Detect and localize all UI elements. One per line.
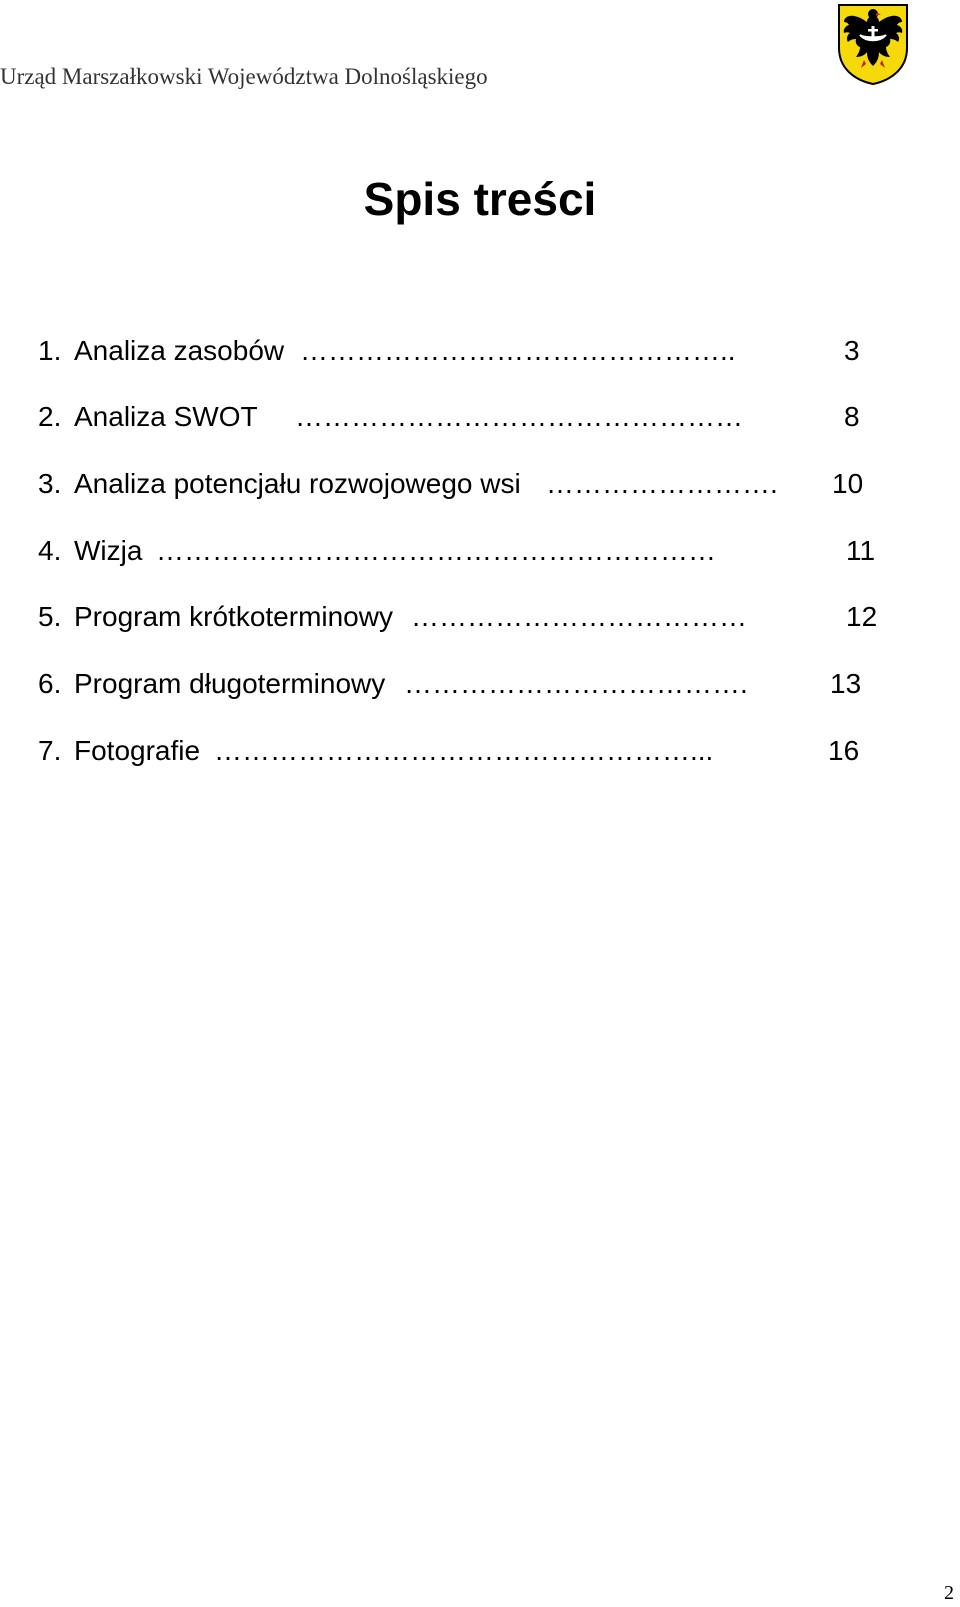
toc-entry-leader: ………………………………………… bbox=[295, 401, 743, 432]
toc-entry-title: Program krótkoterminowy bbox=[74, 601, 393, 632]
toc-entry-number: 7. bbox=[38, 735, 62, 766]
lower-silesia-eagle-crest-icon bbox=[836, 2, 910, 86]
page-title: Spis treści bbox=[363, 173, 597, 225]
toc-entry-leader: ………………………………. bbox=[404, 668, 748, 699]
toc-entry-leader: ……………………………………….. bbox=[300, 335, 736, 366]
institution-name: Urząd Marszałkowski Województwa Dolnośląskiego bbox=[0, 64, 488, 89]
toc-entry bbox=[38, 533, 898, 569]
toc-entry-number: 5. bbox=[38, 601, 62, 632]
toc-entry-page: 3 bbox=[844, 335, 860, 366]
toc-entry bbox=[38, 466, 898, 502]
toc-entry bbox=[38, 333, 898, 369]
toc-entry bbox=[38, 733, 898, 769]
toc-entry-number: 4. bbox=[38, 535, 62, 566]
toc-entry bbox=[38, 399, 898, 435]
toc-entry-leader: …………………………………………………… bbox=[156, 535, 716, 566]
toc-entry-title: Wizja bbox=[74, 535, 143, 566]
toc-entry bbox=[38, 599, 898, 635]
toc-entry-leader: ……………………. bbox=[546, 468, 778, 499]
toc-entry-leader: ……………………………… bbox=[411, 601, 747, 632]
toc-entry-number: 6. bbox=[38, 668, 62, 699]
toc-entry-page: 16 bbox=[828, 735, 860, 766]
toc-entry-title: Program długoterminowy bbox=[74, 668, 386, 699]
toc-entry-number: 2. bbox=[38, 401, 62, 432]
toc-entry-leader: ……………………………………………... bbox=[214, 735, 714, 766]
toc-entry-page: 12 bbox=[846, 601, 878, 632]
toc-entry-page: 13 bbox=[830, 668, 862, 699]
toc-entry-number: 1. bbox=[38, 335, 62, 366]
toc-entry-number: 3. bbox=[38, 468, 62, 499]
toc-entry-page: 11 bbox=[846, 535, 876, 566]
toc-entry-title: Analiza zasobów bbox=[74, 335, 285, 366]
page-number: 2 bbox=[944, 1582, 954, 1604]
toc-entry-page: 8 bbox=[844, 401, 860, 432]
toc-entry-title: Fotografie bbox=[74, 735, 201, 766]
toc-entry-title: Analiza SWOT bbox=[74, 401, 258, 432]
toc-entry-title: Analiza potencjału rozwojowego wsi bbox=[74, 468, 521, 499]
toc-entry-page: 10 bbox=[832, 468, 864, 499]
toc-entry bbox=[38, 666, 898, 702]
